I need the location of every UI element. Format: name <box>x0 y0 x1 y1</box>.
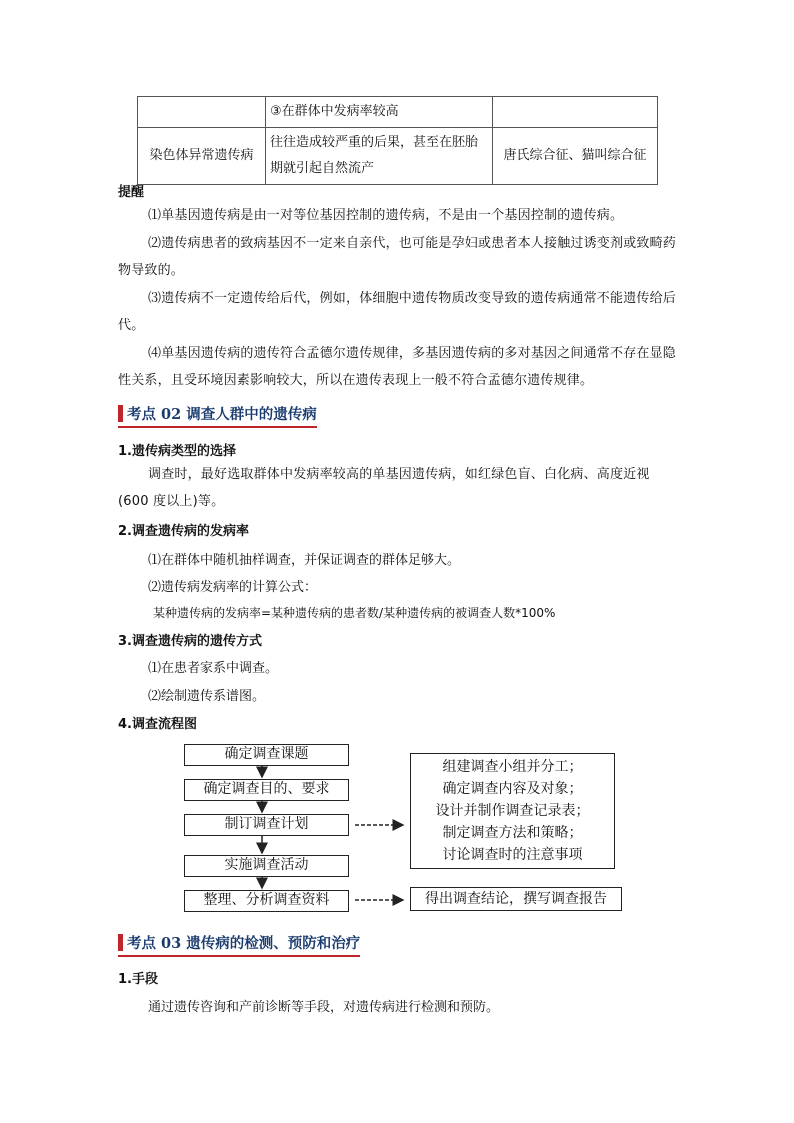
result-box: 得出调查结论，撰写调查报告 <box>410 887 622 911</box>
tip-item: ⑶遗传病不一定遗传给后代，例如，体细胞中遗传物质改变导致的遗传病通常不能遗传给后代。 <box>118 291 677 333</box>
subheading: 1.手段 <box>118 972 158 987</box>
plan-detail: 组建调查小组并分工； <box>442 759 583 775</box>
plan-detail: 确定调查内容及对象； <box>442 781 583 797</box>
formula: 某种遗传病的发病率=某种遗传病的患者数/某种遗传病的被调查人数*100% <box>153 606 556 620</box>
subheading: 4.调查流程图 <box>118 717 197 732</box>
subheading: 3.调查遗传病的遗传方式 <box>118 634 262 649</box>
tip-item: ⑷单基因遗传病的遗传符合孟德尔遗传规律，多基因遗传病的多对基因之间通常不存在显隐性关系，且受环境因素影响较大，所以在遗传表现上一般不符合孟德尔遗传规律。 <box>118 346 677 388</box>
section-heading-text: 考点 03 遗传病的检测、预防和治疗 <box>127 935 361 952</box>
subheading: 1.遗传病类型的选择 <box>118 444 236 459</box>
heading-marker <box>118 934 123 951</box>
flow-step: 整理、分析调查资料 <box>184 890 349 912</box>
table-cell: ③在群体中发病率较高 <box>266 97 493 128</box>
paragraph: 调查时，最好选取群体中发病率较高的单基因遗传病，如红绿色盲、白化病、高度近视(600 度以上)等。 <box>118 467 650 509</box>
heading-underline <box>118 955 360 957</box>
table-cell: 染色体异常遗传病 <box>138 128 266 185</box>
table-cell: 往往造成较严重的后果，甚至在胚胎期就引起自然流产 <box>266 128 493 185</box>
flow-step: 确定调查目的、要求 <box>184 779 349 801</box>
text-line: ⑴在群体中随机抽样调查，并保证调查的群体足够大。 <box>148 553 461 568</box>
table-cell: 唐氏综合征、猫叫综合征 <box>493 128 658 185</box>
text-line: ⑴在患者家系中调查。 <box>148 661 279 676</box>
text-line: ⑵遗传病发病率的计算公式： <box>148 580 318 595</box>
subheading: 2.调查遗传病的发病率 <box>118 524 249 539</box>
tips-title: 提醒 <box>118 185 145 200</box>
text-line: 通过遗传咨询和产前诊断等手段，对遗传病进行检测和预防。 <box>148 1000 500 1015</box>
plan-detail: 制定调查方法和策略； <box>442 825 583 841</box>
plan-detail: 讨论调查时的注意事项 <box>442 847 583 863</box>
flow-step: 制订调查计划 <box>184 814 349 836</box>
tip-item: ⑵遗传病患者的致病基因不一定来自亲代，也可能是孕妇或患者本人接触过诱变剂或致畸药物导致的。 <box>118 236 677 278</box>
section-heading <box>118 932 360 953</box>
tip-item: ⑴单基因遗传病是由一对等位基因控制的遗传病，不是由一个基因控制的遗传病。 <box>148 208 624 223</box>
flow-step: 实施调查活动 <box>184 855 349 877</box>
section-heading-text: 考点 02 调查人群中的遗传病 <box>127 406 317 423</box>
flow-step: 确定调查课题 <box>184 744 349 766</box>
text-line: ⑵绘制遗传系谱图。 <box>148 689 266 704</box>
plan-details-box <box>410 753 615 869</box>
plan-detail: 设计并制作调查记录表； <box>435 803 590 819</box>
